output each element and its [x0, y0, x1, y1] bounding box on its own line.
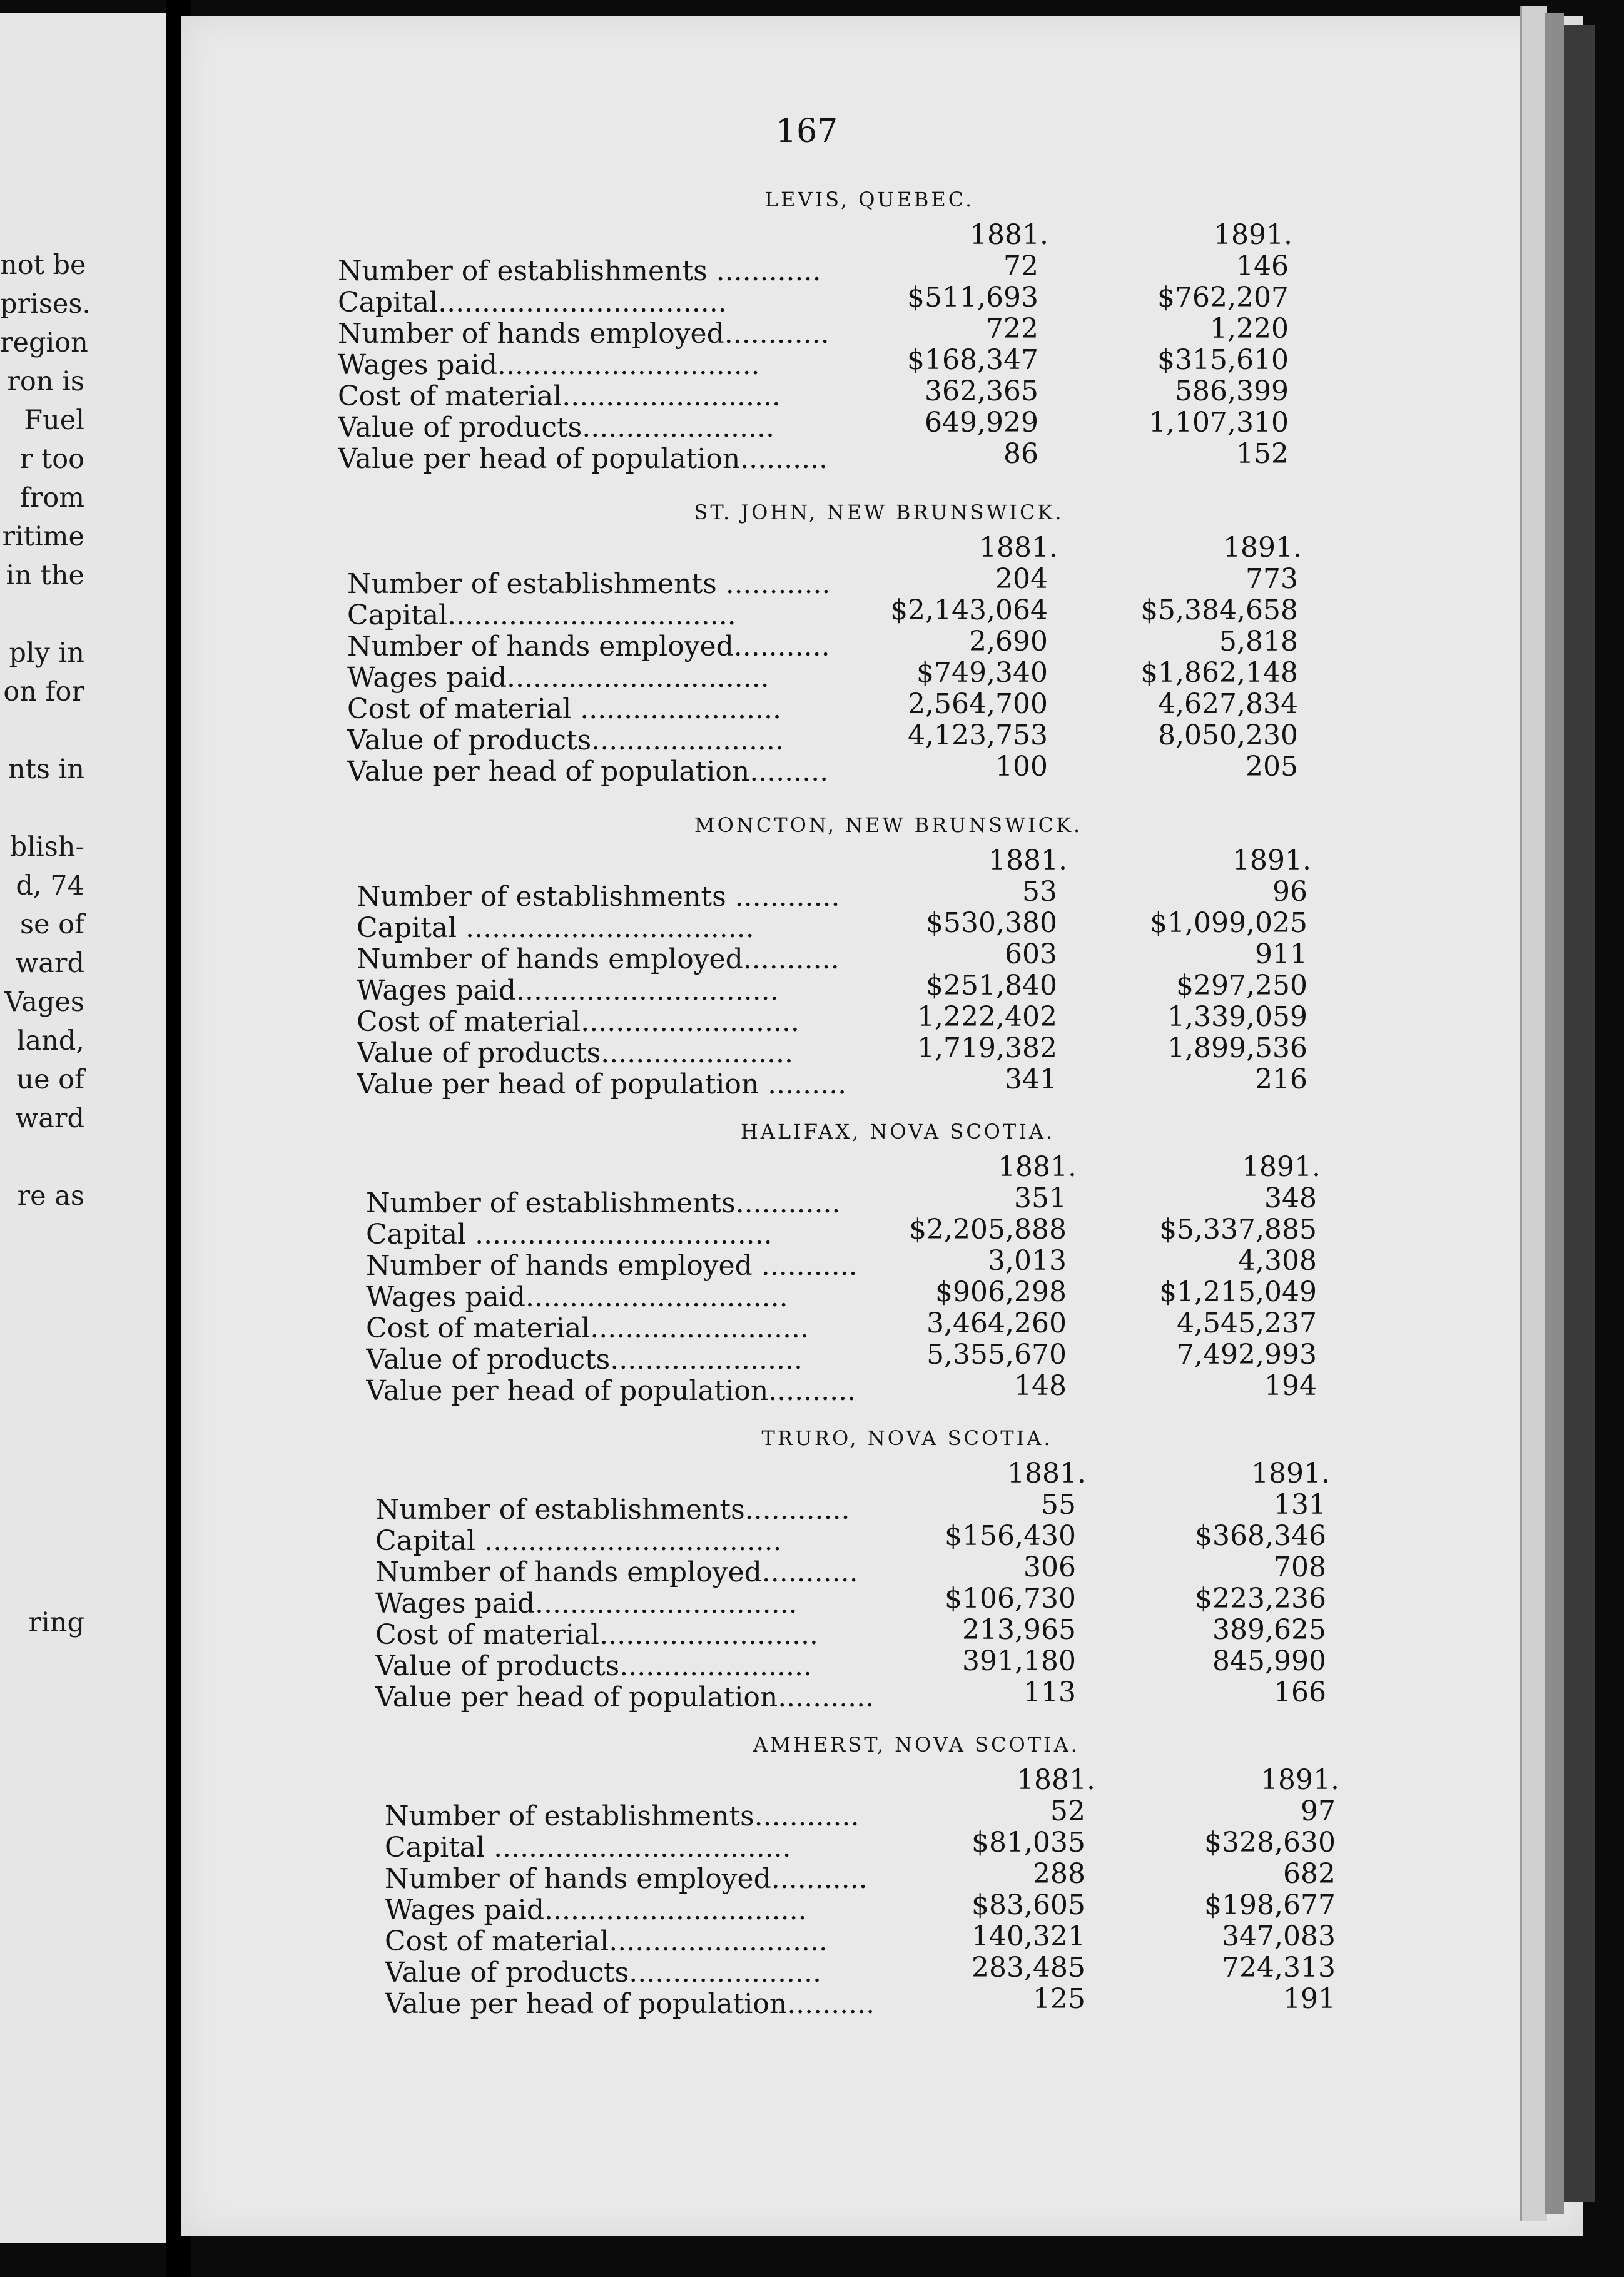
row-label: Capital.................................	[347, 599, 736, 631]
row-label: Wages paid..............................	[347, 662, 769, 694]
year-1891-header: 1891.	[1223, 532, 1302, 564]
page-edge	[1564, 25, 1595, 2202]
left-page-text-fragment: blish-	[9, 831, 84, 863]
row-label: Value of products......................	[375, 1650, 812, 1682]
table-row	[347, 719, 1411, 756]
value-1891: 7,492,993	[1177, 1339, 1317, 1371]
value-1891: 146	[1236, 250, 1289, 282]
left-page-text-fragment: ply in	[9, 637, 84, 669]
value-1891: $1,099,025	[1150, 907, 1307, 939]
value-1881: $2,205,888	[909, 1214, 1067, 1245]
year-1891-header: 1891.	[1214, 219, 1292, 251]
value-1881: $2,143,064	[890, 594, 1048, 626]
value-1881: $81,035	[972, 1827, 1085, 1859]
table-row	[347, 688, 1411, 725]
page-edge	[1545, 13, 1564, 2214]
table-row	[366, 1370, 1429, 1407]
value-1881: 100	[995, 751, 1048, 783]
row-label: Wages paid..............................	[366, 1281, 788, 1313]
table-row	[357, 970, 1420, 1007]
table-row	[357, 1032, 1420, 1069]
value-1881: 52	[1050, 1795, 1085, 1827]
year-1891-header: 1891.	[1261, 1764, 1339, 1796]
value-1891: $1,862,148	[1140, 657, 1298, 689]
left-page-text-fragment: region	[0, 327, 88, 358]
left-page-text-fragment: ring	[28, 1607, 84, 1638]
value-1881: 204	[995, 563, 1048, 595]
row-label: Value per head of population..........	[366, 1375, 856, 1407]
value-1881: 1,719,382	[917, 1032, 1057, 1064]
value-1891: 205	[1246, 751, 1298, 783]
table-row	[385, 1827, 1448, 1864]
row-label: Number of establishments............	[385, 1800, 860, 1832]
value-1891: 8,050,230	[1158, 719, 1298, 751]
value-1891: 5,818	[1219, 626, 1298, 657]
value-1891: $328,630	[1204, 1827, 1336, 1859]
table-row	[385, 1889, 1448, 1926]
value-1881: 341	[1005, 1063, 1057, 1095]
table-row	[385, 1795, 1448, 1832]
value-1891: $198,677	[1204, 1889, 1336, 1921]
value-1891: $315,610	[1157, 344, 1289, 376]
table-row	[357, 1001, 1420, 1038]
table-row	[338, 407, 1401, 444]
row-label: Cost of material.........................	[375, 1619, 818, 1651]
value-1891: 845,990	[1212, 1645, 1326, 1677]
value-1891: $5,337,885	[1159, 1214, 1317, 1245]
row-label: Cost of material.........................	[366, 1312, 809, 1344]
value-1891: 708	[1274, 1551, 1326, 1583]
table-row	[347, 563, 1411, 600]
value-1891: 911	[1255, 938, 1307, 970]
table-row	[366, 1276, 1429, 1313]
row-label: Number of hands employed...........	[375, 1556, 858, 1588]
row-label: Number of hands employed............	[338, 318, 830, 350]
left-page-text-fragment: r too	[19, 444, 84, 475]
value-1891: 773	[1246, 563, 1298, 595]
table-row	[366, 1214, 1429, 1250]
value-1881: 86	[1003, 438, 1038, 470]
left-page-text-fragment: in the	[6, 560, 84, 591]
left-page-text-fragment: ward	[15, 1103, 84, 1134]
row-label: Number of hands employed...........	[385, 1863, 868, 1895]
row-label: Value per head of population..........	[338, 443, 828, 475]
value-1891: 724,313	[1222, 1952, 1336, 1984]
table-row	[375, 1645, 1439, 1682]
value-1891: $297,250	[1176, 970, 1307, 1002]
row-label: Number of establishments ............	[357, 881, 840, 913]
value-1881: 113	[1023, 1676, 1076, 1708]
table-row	[347, 657, 1411, 694]
table-row	[385, 1920, 1448, 1957]
table-row	[338, 375, 1401, 412]
value-1891: 216	[1255, 1063, 1307, 1095]
value-1881: 649,929	[925, 407, 1038, 439]
row-label: Wages paid..............................	[357, 975, 779, 1007]
value-1881: 4,123,753	[908, 719, 1048, 751]
table-row	[366, 1245, 1429, 1282]
year-1881-header: 1881.	[979, 532, 1058, 564]
value-1881: $156,430	[945, 1520, 1076, 1552]
statistics-table	[357, 876, 1420, 1100]
row-label: Capital ..................................	[375, 1525, 782, 1557]
value-1881: 3,464,260	[926, 1307, 1067, 1339]
value-1881: 283,485	[972, 1952, 1085, 1984]
value-1891: 191	[1283, 1983, 1336, 2015]
value-1881: 5,355,670	[926, 1339, 1067, 1371]
row-label: Capital ..................................	[366, 1219, 773, 1250]
row-label: Number of establishments ............	[347, 568, 831, 600]
row-label: Number of hands employed...........	[347, 631, 830, 662]
table-row	[347, 751, 1411, 788]
statistics-table	[347, 563, 1411, 788]
value-1881: 55	[1041, 1489, 1076, 1521]
left-page-text-fragment: ward	[15, 948, 84, 979]
value-1891: 166	[1274, 1676, 1326, 1708]
value-1891: 152	[1236, 438, 1289, 470]
value-1891: 96	[1272, 876, 1307, 908]
table-row	[375, 1614, 1439, 1651]
value-1881: $906,298	[935, 1276, 1067, 1308]
value-1881: 1,222,402	[917, 1001, 1057, 1033]
value-1881: 72	[1003, 250, 1038, 282]
section-title: LEVIS, QUEBEC.	[764, 188, 975, 211]
value-1891: 4,545,237	[1177, 1307, 1317, 1339]
value-1881: $749,340	[916, 657, 1048, 689]
table-row	[366, 1307, 1429, 1344]
left-page-text-fragment: prises.	[0, 288, 91, 320]
value-1891: 1,107,310	[1149, 407, 1289, 439]
value-1881: 140,321	[972, 1920, 1085, 1952]
left-page-text-fragment: Fuel	[24, 405, 84, 436]
value-1881: 306	[1023, 1551, 1076, 1583]
left-page-text-fragment: from	[19, 482, 84, 514]
section-title: TRURO, NOVA SCOTIA.	[761, 1426, 1053, 1450]
section-title: AMHERST, NOVA SCOTIA.	[753, 1733, 1080, 1757]
row-label: Value per head of population.........	[347, 756, 829, 788]
year-1891-header: 1891.	[1251, 1458, 1330, 1489]
value-1891: 4,308	[1238, 1245, 1317, 1277]
page-number: 167	[776, 113, 838, 150]
year-1881-header: 1881.	[970, 219, 1048, 251]
year-1881-header: 1881.	[1007, 1458, 1086, 1489]
row-label: Capital ..................................	[385, 1832, 791, 1864]
left-page-text-fragment: Vages	[4, 986, 84, 1018]
table-row	[366, 1339, 1429, 1376]
table-row	[366, 1182, 1429, 1219]
row-label: Cost of material.........................	[385, 1925, 828, 1957]
value-1881: $251,840	[926, 970, 1057, 1002]
page-edge	[1520, 6, 1547, 2221]
statistics-table	[385, 1795, 1448, 2020]
left-page-text-fragment: nts in	[8, 754, 84, 785]
row-label: Value per head of population...........	[375, 1681, 875, 1713]
value-1881: 125	[1033, 1983, 1085, 2015]
table-row	[338, 281, 1401, 318]
table-row	[338, 250, 1401, 287]
value-1891: $368,346	[1195, 1520, 1326, 1552]
table-row	[338, 344, 1401, 381]
value-1891: $223,236	[1195, 1583, 1326, 1615]
row-label: Value of products......................	[338, 412, 774, 444]
value-1881: $511,693	[907, 281, 1038, 313]
value-1881: 3,013	[988, 1245, 1067, 1277]
value-1891: 682	[1283, 1858, 1336, 1890]
row-label: Number of establishments............	[366, 1187, 841, 1219]
table-row	[375, 1489, 1439, 1526]
year-1881-header: 1881.	[988, 844, 1067, 876]
value-1881: 288	[1033, 1858, 1085, 1890]
row-label: Wages paid..............................	[338, 349, 760, 381]
value-1891: 586,399	[1175, 375, 1289, 407]
table-row	[357, 1063, 1420, 1100]
statistics-table	[338, 250, 1401, 475]
table-row	[357, 907, 1420, 944]
value-1881: 213,965	[962, 1614, 1076, 1646]
row-label: Cost of material.........................	[357, 1006, 799, 1038]
row-label: Number of hands employed...........	[357, 943, 840, 975]
value-1881: $83,605	[972, 1889, 1085, 1921]
value-1881: 391,180	[962, 1645, 1076, 1677]
table-row	[375, 1520, 1439, 1557]
value-1891: 389,625	[1212, 1614, 1326, 1646]
statistics-table	[366, 1182, 1429, 1407]
table-row	[347, 626, 1411, 662]
value-1881: 603	[1005, 938, 1057, 970]
row-label: Value of products......................	[366, 1344, 803, 1376]
row-label: Wages paid..............................	[375, 1588, 798, 1620]
table-row	[385, 1983, 1448, 2020]
row-label: Wages paid..............................	[385, 1894, 807, 1926]
row-label: Cost of material.........................	[338, 380, 781, 412]
value-1891: 1,899,536	[1167, 1032, 1307, 1064]
value-1891: $1,215,049	[1159, 1276, 1317, 1308]
table-row	[375, 1583, 1439, 1620]
row-label: Cost of material .......................	[347, 693, 781, 725]
statistics-table	[375, 1489, 1439, 1713]
left-page-text-fragment: se of	[20, 909, 84, 940]
value-1881: $106,730	[945, 1583, 1076, 1615]
value-1891: $762,207	[1157, 281, 1289, 313]
value-1891: 4,627,834	[1158, 688, 1298, 720]
year-1881-header: 1881.	[1017, 1764, 1095, 1796]
left-page-text-fragment: not be	[0, 250, 86, 281]
value-1881: 362,365	[925, 375, 1038, 407]
row-label: Capital .................................	[357, 912, 754, 944]
table-row	[338, 313, 1401, 350]
row-label: Number of establishments ............	[338, 255, 821, 287]
left-page-fragment	[0, 13, 166, 2243]
row-label: Value of products......................	[385, 1957, 821, 1989]
left-page-text-fragment: on for	[3, 676, 84, 707]
year-1891-header: 1891.	[1232, 844, 1311, 876]
value-1891: 97	[1301, 1795, 1336, 1827]
table-row	[375, 1551, 1439, 1588]
value-1881: $168,347	[907, 344, 1038, 376]
table-row	[385, 1858, 1448, 1895]
row-label: Value of products......................	[347, 724, 784, 756]
value-1881: 2,690	[969, 626, 1048, 657]
value-1891: 348	[1264, 1182, 1317, 1214]
value-1891: 347,083	[1222, 1920, 1336, 1952]
left-page-text-fragment: d, 74	[16, 870, 84, 901]
year-1891-header: 1891.	[1242, 1151, 1321, 1183]
table-row	[375, 1676, 1439, 1713]
value-1881: 2,564,700	[908, 688, 1048, 720]
value-1881: $530,380	[926, 907, 1057, 939]
section-title: ST. JOHN, NEW BRUNSWICK.	[694, 500, 1064, 524]
value-1891: 1,339,059	[1167, 1001, 1307, 1033]
row-label: Value of products......................	[357, 1037, 793, 1069]
row-label: Value per head of population .........	[357, 1068, 847, 1100]
left-page-text-fragment: ue of	[16, 1064, 84, 1095]
left-page-text-fragment: ron is	[7, 366, 84, 397]
row-label: Value per head of population..........	[385, 1988, 875, 2020]
value-1891: 1,220	[1210, 313, 1289, 345]
left-page-text-fragment: land,	[16, 1025, 84, 1057]
row-label: Number of establishments............	[375, 1494, 850, 1526]
value-1891: $5,384,658	[1140, 594, 1298, 626]
row-label: Capital.................................	[338, 287, 727, 318]
table-row	[338, 438, 1401, 475]
year-1881-header: 1881.	[998, 1151, 1077, 1183]
section-title: HALIFAX, NOVA SCOTIA.	[740, 1120, 1055, 1144]
left-page-text-fragment: re as	[17, 1180, 84, 1212]
value-1891: 194	[1264, 1370, 1317, 1402]
value-1881: 53	[1022, 876, 1057, 908]
section-title: MONCTON, NEW BRUNSWICK.	[694, 813, 1083, 837]
value-1891: 131	[1274, 1489, 1326, 1521]
row-label: Number of hands employed ...........	[366, 1250, 858, 1282]
table-row	[347, 594, 1411, 631]
table-row	[385, 1952, 1448, 1989]
value-1881: 148	[1014, 1370, 1067, 1402]
value-1881: 351	[1014, 1182, 1067, 1214]
value-1881: 722	[986, 313, 1038, 345]
table-row	[357, 938, 1420, 975]
table-row	[357, 876, 1420, 913]
left-page-text-fragment: ritime	[2, 521, 84, 552]
